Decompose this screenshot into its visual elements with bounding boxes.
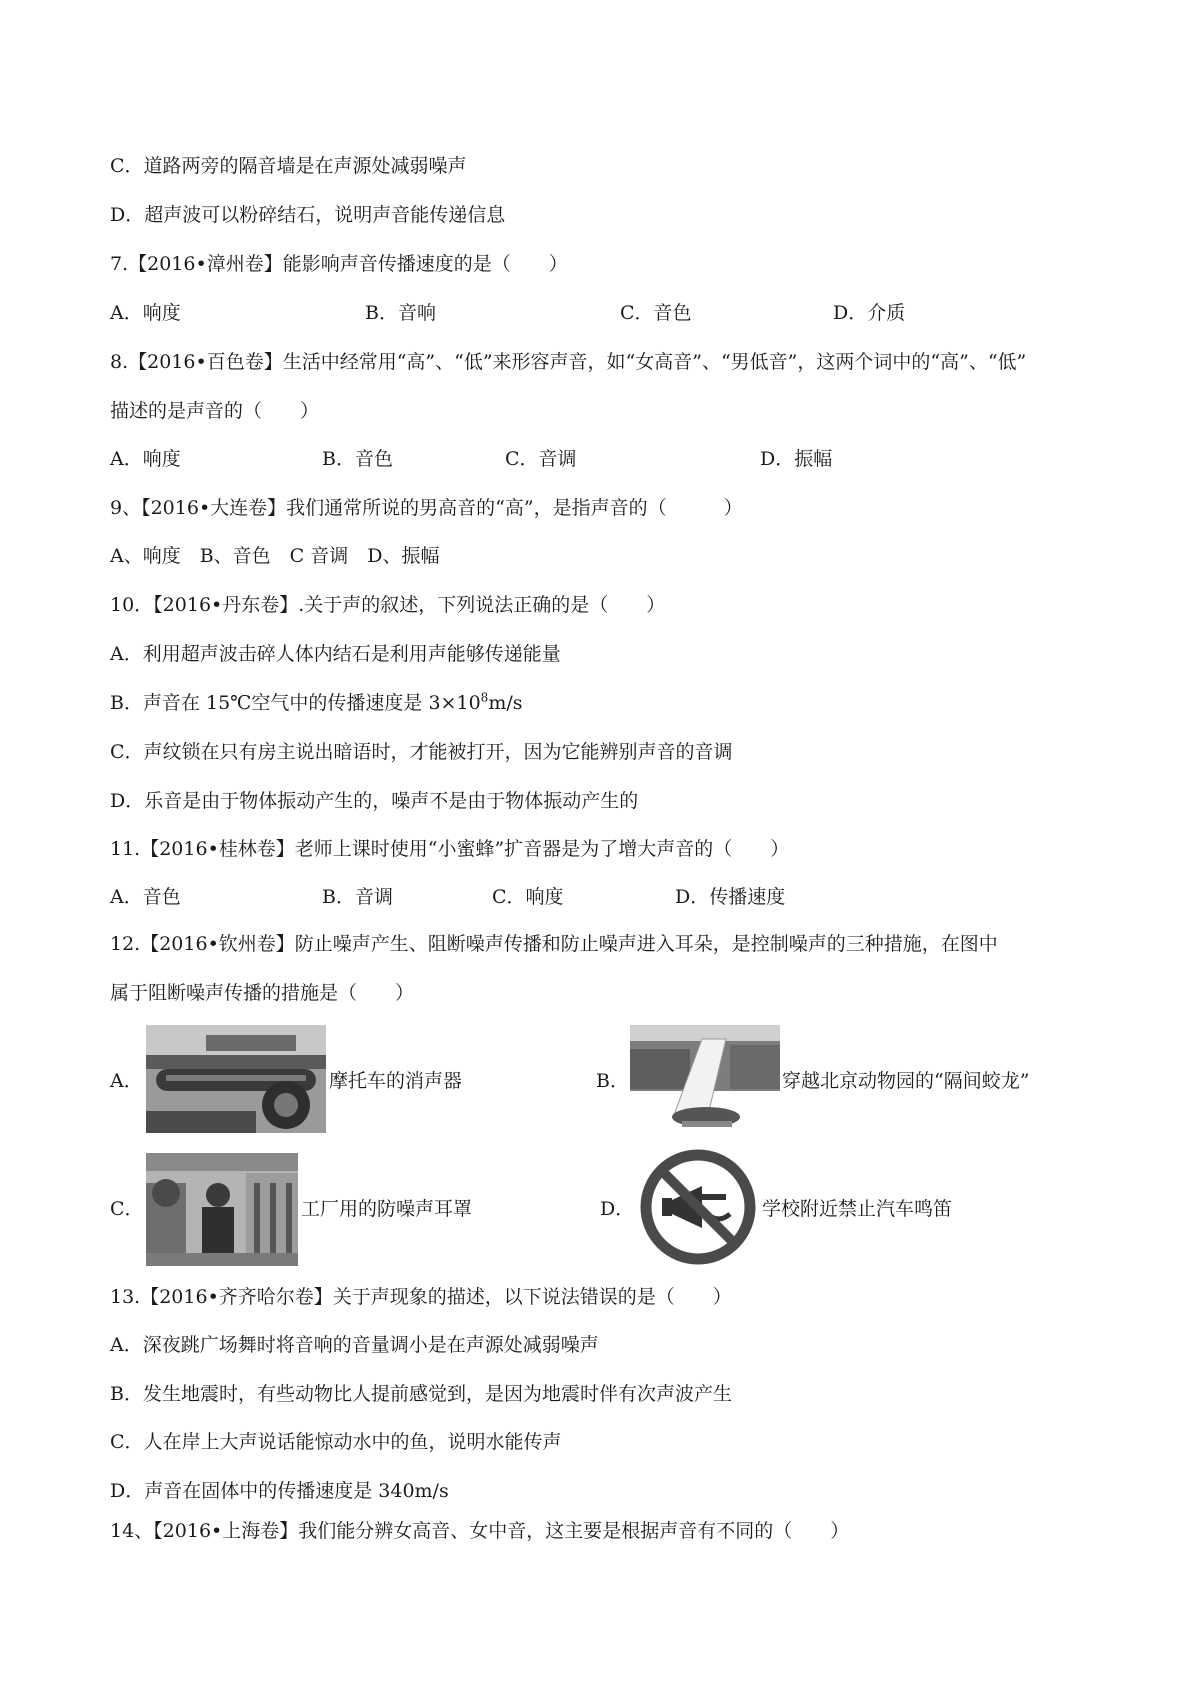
q12-option-d-text: 学校附近禁止汽车鸣笛 <box>762 1198 953 1220</box>
q11-option-d: D．传播速度 <box>675 886 786 908</box>
q10-option-b-unit: m/s <box>488 692 523 714</box>
q7-option-a: A．响度 <box>110 302 181 324</box>
q10-option-b-exponent: 8 <box>480 690 489 705</box>
q12-option-c-text: 工厂用的防噪声耳罩 <box>301 1198 473 1220</box>
q13-option-c: C．人在岸上大声说话能惊动水中的鱼，说明水能传声 <box>110 1431 562 1453</box>
q10-option-b-text: B．声音在 15℃空气中的传播速度是 3×10 <box>110 692 481 714</box>
q7-option-d: D．介质 <box>833 302 906 324</box>
q12-option-c-letter: C． <box>110 1198 144 1220</box>
q10-option-c: C．声纹锁在只有房主说出暗语时，才能被打开，因为它能辨别声音的音调 <box>110 741 733 763</box>
q9-options: A、响度 B、音色 C 音调 D、振幅 <box>110 545 440 567</box>
q6-option-d: D．超声波可以粉碎结石，说明声音能传递信息 <box>110 204 506 226</box>
q12-option-a-text: 摩托车的消声器 <box>329 1070 463 1092</box>
q11-option-a: A．音色 <box>110 886 181 908</box>
q10-option-a: A．利用超声波击碎人体内结石是利用声能够传递能量 <box>110 643 561 665</box>
q12-option-b-text: 穿越北京动物园的“隔间蛟龙” <box>782 1070 1030 1092</box>
q13-stem: 13.【2016•齐齐哈尔卷】关于声现象的描述，以下说法错误的是（ ） <box>110 1286 732 1308</box>
q8-stem-line1: 8.【2016•百色卷】生活中经常用“高”、“低”来形容声音，如“女高音”、“男低音”，这两个词中的“高”、“低” <box>110 351 1027 373</box>
q13-option-b: B．发生地震时，有些动物比人提前感觉到，是因为地震时伴有次声波产生 <box>110 1383 732 1405</box>
q10-option-b <box>110 690 523 714</box>
q12-option-b-letter: B． <box>596 1070 629 1092</box>
q12-option-a-letter: A． <box>110 1070 143 1092</box>
q7-option-b: B．音响 <box>365 302 436 324</box>
q8-option-d: D．振幅 <box>760 448 833 470</box>
q8-option-c: C．音调 <box>505 448 577 470</box>
q12-stem-line1: 12.【2016•钦州卷】防止噪声产生、阻断噪声传播和防止噪声进入耳朵，是控制噪声的三种措施，在图中 <box>110 933 998 955</box>
q12-stem-line2: 属于阻断噪声传播的措施是（ ） <box>110 982 415 1004</box>
motorcycle-muffler-photo <box>146 1025 326 1133</box>
q10-stem: 10．【2016•丹东卷】.关于声的叙述，下列说法正确的是（ ） <box>110 594 666 616</box>
q13-option-d: D．声音在固体中的传播速度是 340m/s <box>110 1480 449 1502</box>
q7-option-c: C．音色 <box>620 302 692 324</box>
q9-stem: 9、【2016•大连卷】我们通常所说的男高音的“高”，是指声音的（ ） <box>110 497 743 519</box>
q11-option-b: B．音调 <box>322 886 393 908</box>
q8-option-a: A．响度 <box>110 448 181 470</box>
q13-option-a: A．深夜跳广场舞时将音响的音量调小是在声源处减弱噪声 <box>110 1334 599 1356</box>
q7-stem: 7.【2016•漳州卷】能影响声音传播速度的是（ ） <box>110 253 568 275</box>
q11-option-c: C．响度 <box>492 886 564 908</box>
q14-stem: 14、【2016•上海卷】我们能分辨女高音、女中音，这主要是根据声音有不同的（ ） <box>110 1520 850 1542</box>
no-horn-sign-icon <box>638 1148 758 1266</box>
factory-worker-ear-muffs-photo <box>146 1153 298 1266</box>
q12-option-d-letter: D． <box>600 1198 635 1220</box>
sound-barrier-corridor-photo <box>630 1025 780 1133</box>
q8-stem-line2: 描述的是声音的（ ） <box>110 400 320 422</box>
q11-stem: 11.【2016•桂林卷】老师上课时使用“小蜜蜂”扩音器是为了增大声音的（ ） <box>110 838 790 860</box>
q10-option-d: D．乐音是由于物体振动产生的，噪声不是由于物体振动产生的 <box>110 790 639 812</box>
q6-option-c: C．道路两旁的隔音墙是在声源处减弱噪声 <box>110 155 467 177</box>
q8-option-b: B．音色 <box>322 448 393 470</box>
